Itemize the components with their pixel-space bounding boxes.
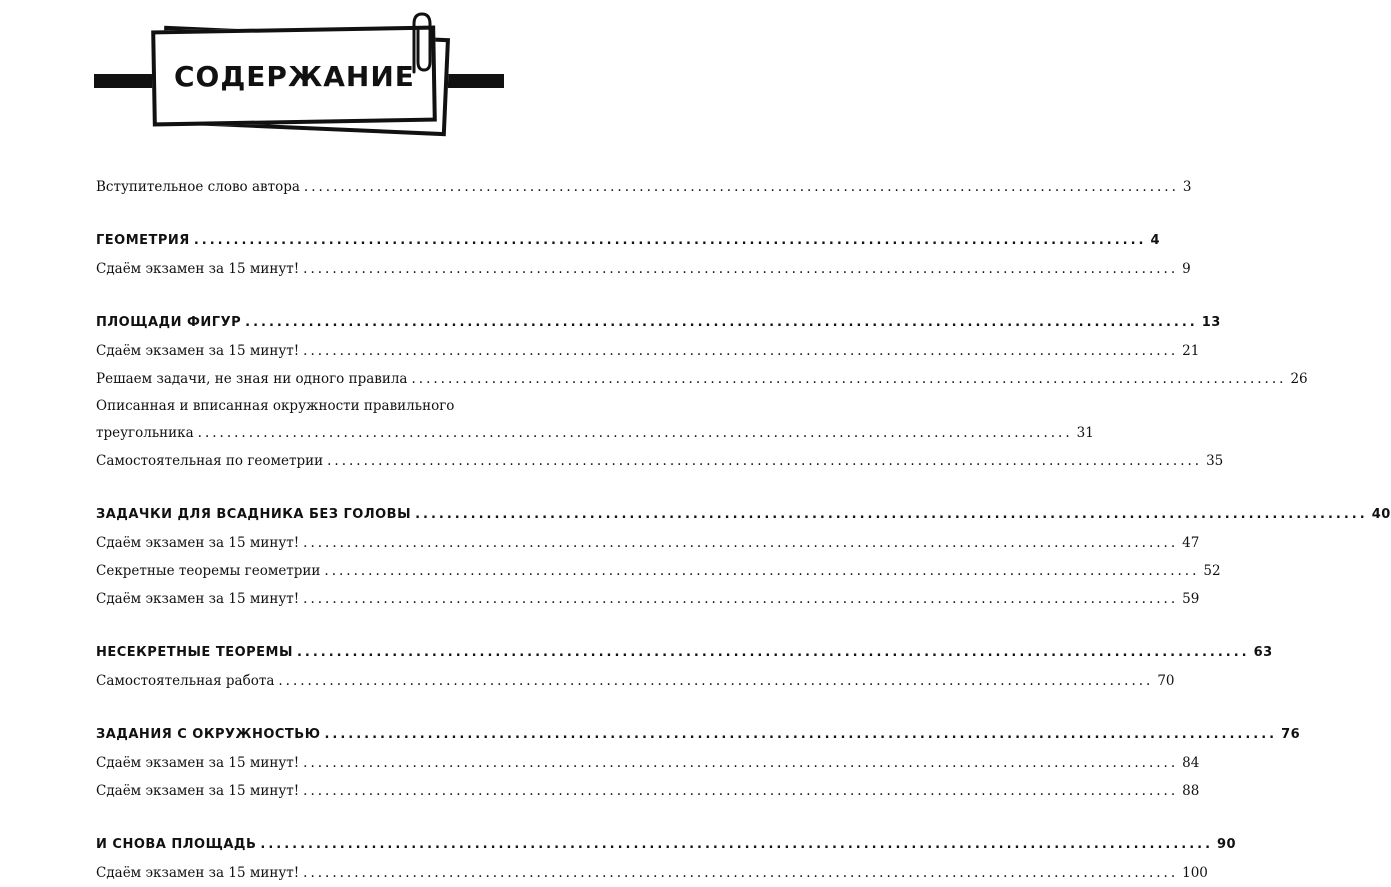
toc-item-row[interactable] [96, 337, 1200, 365]
toc-item-row[interactable] [96, 859, 1208, 887]
dot-leader: ........................................................................................................................ [303, 783, 1179, 799]
toc-section-title: НЕСЕКРЕТНЫЕ ТЕОРЕМЫ [96, 645, 293, 660]
dot-leader: ........................................................................................................................ [411, 371, 1287, 387]
toc-section-title: ЗАДАНИЯ С ОКРУЖНОСТЬЮ [96, 727, 321, 742]
toc-section-row[interactable] [96, 501, 1391, 529]
page-number: 70 [1157, 673, 1175, 689]
toc-item-label: Самостоятельная работа [96, 673, 275, 689]
toc-item-label: Самостоятельная по геометрии [96, 453, 324, 469]
dot-leader: ........................................................................................................................ [278, 673, 1154, 689]
toc-item-row[interactable] [96, 749, 1200, 777]
toc-item-label: Вступительное слово автора [96, 179, 300, 195]
page-number: 35 [1206, 453, 1224, 469]
section-gap [96, 695, 481, 721]
toc-item-label: Сдаём экзамен за 15 минут! [96, 755, 300, 771]
section-gap [96, 805, 481, 831]
page-title: СОДЕРЖАНИЕ [173, 59, 415, 93]
page-number: 3 [1182, 179, 1192, 195]
page-number: 76 [1281, 727, 1301, 742]
section-gap [96, 613, 481, 639]
dot-leader: ........................................................................................................................ [415, 507, 1368, 522]
dot-leader: ........................................................................................................................ [245, 315, 1198, 330]
toc-item-label: Сдаём экзамен за 15 минут! [96, 865, 300, 881]
page-number: 100 [1182, 865, 1208, 881]
dot-leader: ........................................................................................................................ [260, 837, 1214, 852]
dot-leader: ........................................................................................................................ [303, 755, 1179, 771]
page-number: 52 [1203, 563, 1221, 579]
toc-section-row[interactable] [96, 831, 1237, 859]
dot-leader: ........................................................................................................................ [303, 865, 1179, 881]
toc-item-label: Сдаём экзамен за 15 минут! [96, 535, 300, 551]
page-number: 84 [1182, 755, 1200, 771]
toc-item-row[interactable] [96, 365, 1308, 393]
toc-item-label: Решаем задачи, не зная ни одного правила [96, 371, 408, 387]
dot-leader: ........................................................................................................................ [303, 535, 1179, 551]
toc-section-title: ГЕОМЕТРИЯ [96, 233, 190, 248]
toc-item-label: Сдаём экзамен за 15 минут! [96, 591, 300, 607]
dot-leader: ........................................................................................................................ [303, 261, 1179, 277]
toc-item-row[interactable] [96, 667, 1175, 695]
dot-leader: ........................................................................................................................ [303, 591, 1179, 607]
toc-item-row[interactable] [96, 173, 1192, 201]
page-number: 90 [1217, 837, 1237, 852]
toc-item-row[interactable] [96, 255, 1191, 283]
toc-section-row[interactable] [96, 309, 1221, 337]
section-gap [96, 201, 481, 227]
toc-section-title: ЗАДАЧКИ ДЛЯ ВСАДНИКА БЕЗ ГОЛОВЫ [96, 507, 412, 522]
dot-leader: ........................................................................................................................ [197, 425, 1073, 441]
toc-item-row[interactable] [96, 777, 1200, 805]
toc-item-label: Описанная и вписанная окружности правильного [96, 398, 455, 414]
toc-item-label: Секретные теоремы геометрии [96, 563, 321, 579]
page-number: 9 [1182, 261, 1191, 277]
toc-item-row[interactable] [96, 419, 1094, 447]
dot-leader: ........................................................................................................................ [303, 343, 1179, 359]
section-gap [96, 283, 481, 309]
page-number: 47 [1182, 535, 1200, 551]
page-number: 13 [1201, 315, 1221, 330]
dot-leader: ........................................................................................................................ [303, 179, 1179, 195]
page-number: 21 [1182, 343, 1200, 359]
title-banner [0, 0, 600, 160]
toc-item-label: Сдаём экзамен за 15 минут! [96, 343, 300, 359]
title-card [151, 26, 437, 127]
page-number: 4 [1150, 233, 1160, 248]
toc-item-row[interactable] [96, 529, 1200, 557]
page-number: 40 [1371, 507, 1391, 522]
dot-leader: ........................................................................................................................ [324, 563, 1200, 579]
toc-section-row[interactable] [96, 639, 1273, 667]
dot-leader: ........................................................................................................................ [193, 233, 1147, 248]
toc-item-row[interactable] [96, 585, 1200, 613]
page-number: 26 [1290, 371, 1308, 387]
dot-leader: ........................................................................................................................ [296, 645, 1250, 660]
page-number: 59 [1182, 591, 1200, 607]
toc-section-title: И СНОВА ПЛОЩАДЬ [96, 837, 257, 852]
dot-leader: ........................................................................................................................ [327, 453, 1203, 469]
toc-item-label: Сдаём экзамен за 15 минут! [96, 261, 300, 277]
page-number: 31 [1076, 425, 1094, 441]
section-gap [96, 475, 481, 501]
toc-section-row[interactable] [96, 227, 1160, 255]
dot-leader: ........................................................................................................................ [324, 727, 1278, 742]
toc-section-title: ПЛОЩАДИ ФИГУР [96, 315, 242, 330]
toc-section-row[interactable] [96, 721, 1301, 749]
toc-item-label: Сдаём экзамен за 15 минут! [96, 783, 300, 799]
table-of-contents [96, 173, 1391, 887]
toc-item-row[interactable] [96, 557, 1221, 585]
page-number: 88 [1182, 783, 1200, 799]
toc-item-label: треугольника [96, 425, 194, 441]
page-number: 63 [1253, 645, 1273, 660]
paperclip-icon [400, 10, 440, 80]
toc-item-row[interactable] [96, 447, 1224, 475]
